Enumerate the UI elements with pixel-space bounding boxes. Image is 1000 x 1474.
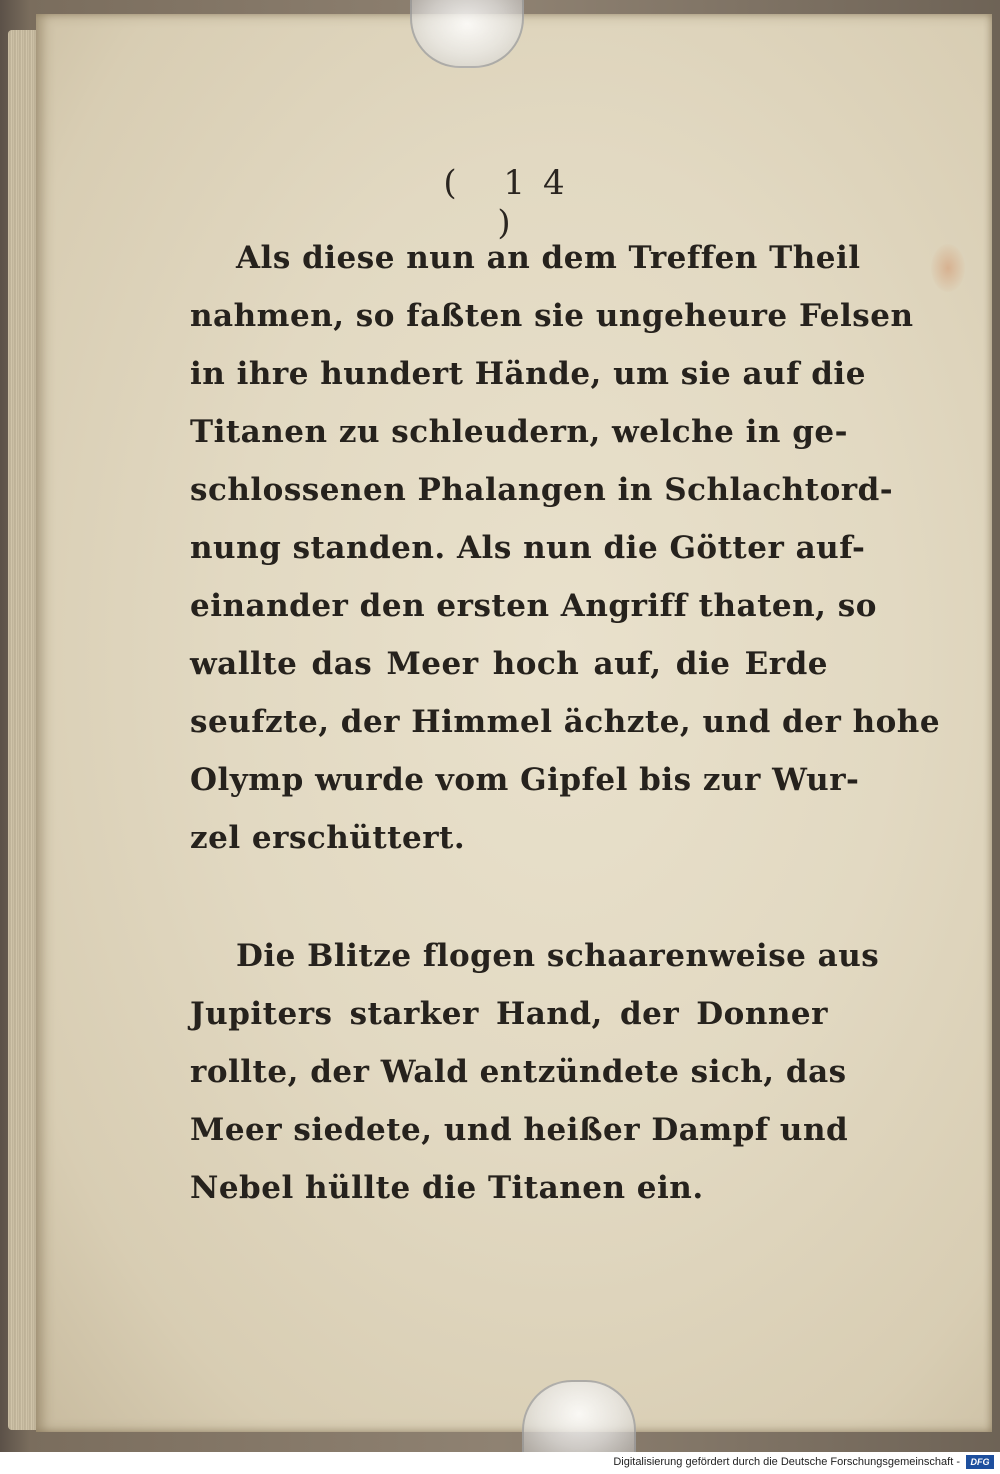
- dfg-logo-icon: DFG: [966, 1455, 994, 1469]
- text-line: Als diese nun an dem Treffen Theil: [236, 240, 861, 276]
- text-line: seufzte, der Himmel ächzte, und der hohe: [190, 704, 941, 740]
- text-line: nahmen, so faßten sie ungeheure Felsen: [190, 298, 914, 334]
- funding-credit: Digitalisierung gefördert durch die Deutsche Forschungsgemeinschaft -: [613, 1456, 960, 1468]
- text-line: Meer siedete, und heißer Dampf und: [190, 1112, 849, 1148]
- text-line: schlossenen Phalangen in Schlachtord-: [190, 472, 894, 508]
- text-line: Olymp wurde vom Gipfel bis zur Wur-: [190, 762, 860, 798]
- text-line: nung standen. Als nun die Götter auf-: [190, 530, 866, 566]
- text-line: Nebel hüllte die Titanen ein.: [190, 1170, 704, 1206]
- text-line: Titanen zu schleudern, welche in ge-: [190, 414, 849, 450]
- page-number: ( 14 ): [443, 163, 583, 243]
- digitization-footer: [0, 1452, 1000, 1474]
- text-line: Die Blitze flogen schaarenweise aus: [236, 938, 880, 974]
- text-line: wallte das Meer hoch auf, die Erde: [190, 646, 828, 682]
- text-line: Jupiters starker Hand, der Donner: [190, 996, 828, 1032]
- text-line: einander den ersten Angriff thaten, so: [190, 588, 877, 624]
- text-line: rollte, der Wald entzündete sich, das: [190, 1054, 847, 1090]
- text-line: zel erschüttert.: [190, 820, 466, 856]
- text-line: in ihre hundert Hände, um sie auf die: [190, 356, 866, 392]
- page-stain: [931, 244, 965, 292]
